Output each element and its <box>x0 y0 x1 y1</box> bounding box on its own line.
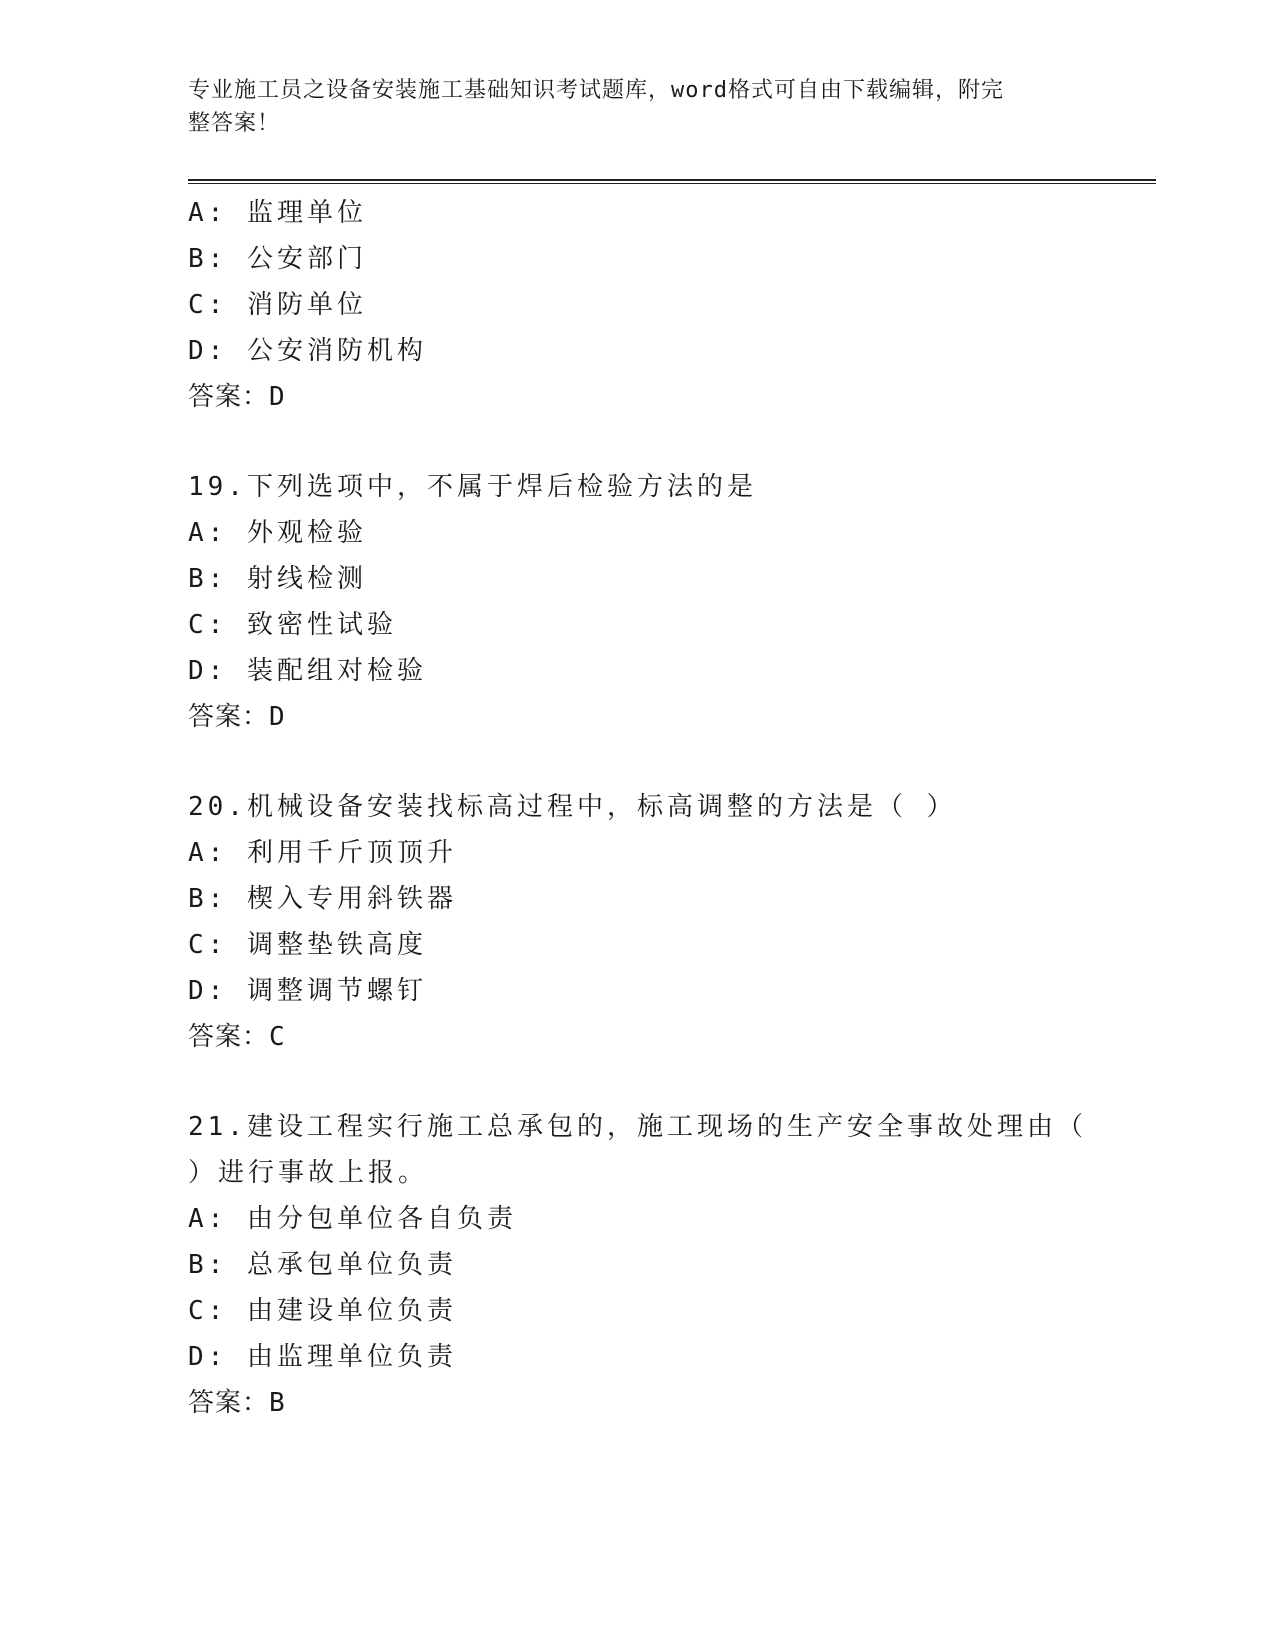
option-a: A: 外观检验 <box>188 518 367 548</box>
option-d: D: 公安消防机构 <box>188 336 427 366</box>
option-d: D: 调整调节螺钉 <box>188 976 427 1006</box>
question-stem-line-2: ）进行事故上报。 <box>188 1158 429 1188</box>
option-d: D: 装配组对检验 <box>188 656 427 686</box>
spacer <box>188 420 1148 464</box>
question-stem-line-1: 21.建设工程实行施工总承包的，施工现场的生产安全事故处理由（ <box>188 1112 1087 1142</box>
question-stem: 20.机械设备安装找标高过程中，标高调整的方法是（ ） <box>188 792 957 822</box>
option-a: A: 由分包单位各自负责 <box>188 1204 517 1234</box>
question-21 <box>188 1104 1148 1426</box>
answer: 答案：C <box>188 1022 286 1052</box>
option-c: C: 致密性试验 <box>188 610 397 640</box>
option-c: C: 调整垫铁高度 <box>188 930 427 960</box>
question-20 <box>188 784 1148 1060</box>
answer: 答案：D <box>188 702 286 732</box>
option-b: B: 射线检测 <box>188 564 367 594</box>
option-c: C: 由建设单位负责 <box>188 1296 457 1326</box>
option-b: B: 公安部门 <box>188 244 367 274</box>
option-b: B: 总承包单位负责 <box>188 1250 457 1280</box>
question-19 <box>188 464 1148 740</box>
question-list <box>188 190 1148 1426</box>
spacer <box>188 740 1148 784</box>
spacer <box>188 1060 1148 1104</box>
answer: 答案：D <box>188 382 286 412</box>
question-stem: 19.下列选项中，不属于焊后检验方法的是 <box>188 472 757 502</box>
option-a: A: 监理单位 <box>188 198 367 228</box>
option-b: B: 楔入专用斜铁器 <box>188 884 457 914</box>
document-header <box>188 74 1068 140</box>
answer: 答案：B <box>188 1388 286 1418</box>
question-18-continued <box>188 190 1148 420</box>
header-title-line-2: 整答案！ <box>188 111 281 136</box>
header-title-line-1: 专业施工员之设备安装施工基础知识考试题库，word格式可自由下载编辑，附完 <box>188 78 1004 103</box>
option-d: D: 由监理单位负责 <box>188 1342 457 1372</box>
option-a: A: 利用千斤顶顶升 <box>188 838 457 868</box>
header-divider <box>188 179 1156 184</box>
option-c: C: 消防单位 <box>188 290 367 320</box>
